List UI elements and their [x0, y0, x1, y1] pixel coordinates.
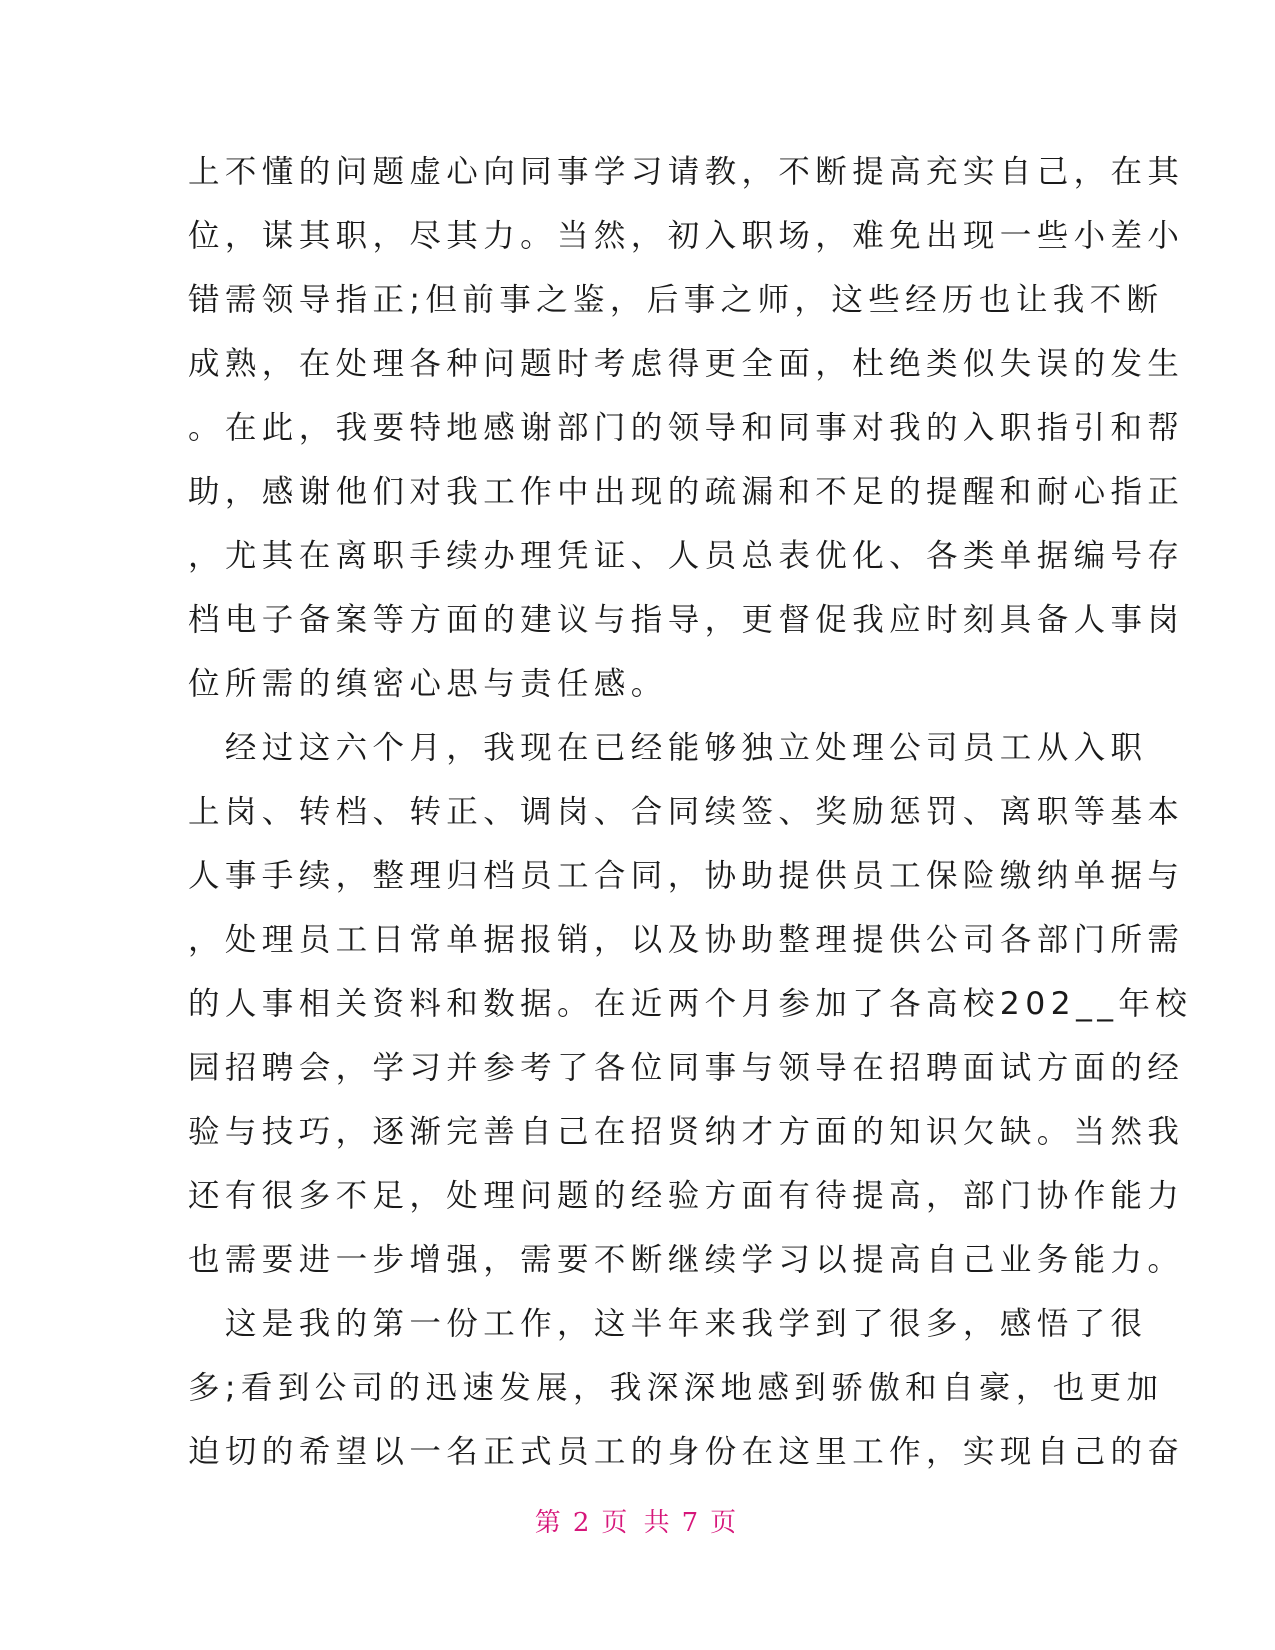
text-line: 错需领导指正;但前事之鉴，后事之师，这些经历也让我不断 — [188, 282, 1164, 318]
text-line: 的人事相关资料和数据。在近两个月参加了各高校202__年校 — [188, 986, 1193, 1022]
total-pages-number: 7 — [681, 1508, 703, 1538]
page-footer — [0, 1502, 1275, 1539]
text-line: 也需要进一步增强，需要不断继续学习以提高自己业务能力。 — [188, 1242, 1185, 1278]
text-line: 助，感谢他们对我工作中出现的疏漏和不足的提醒和耐心指正 — [188, 474, 1185, 510]
body-text — [188, 140, 1193, 1484]
text-line: 迫切的希望以一名正式员工的身份在这里工作，实现自己的奋 — [188, 1434, 1185, 1470]
text-line: 人事手续，整理归档员工合同，协助提供员工保险缴纳单据与 — [188, 858, 1185, 894]
current-page-number: 2 — [572, 1508, 594, 1538]
paragraph-start-line: 这是我的第一份工作，这半年来我学到了很多，感悟了很 — [188, 1306, 1148, 1342]
text-line: 上岗、转档、转正、调岗、合同续签、奖励惩罚、离职等基本 — [188, 794, 1185, 830]
text-line: 上不懂的问题虚心向同事学习请教，不断提高充实自己，在其 — [188, 154, 1185, 190]
text-line: 位所需的缜密心思与责任感。 — [188, 666, 668, 702]
text-line: 档电子备案等方面的建议与指导，更督促我应时刻具备人事岗 — [188, 602, 1185, 638]
text-line: 还有很多不足，处理问题的经验方面有待提高，部门协作能力 — [188, 1178, 1185, 1214]
paragraph-start-line: 经过这六个月，我现在已经能够独立处理公司员工从入职 — [188, 730, 1148, 766]
text-line: 成熟，在处理各种问题时考虑得更全面，杜绝类似失误的发生 — [188, 346, 1185, 382]
text-line: 验与技巧，逐渐完善自己在招贤纳才方面的知识欠缺。当然我 — [188, 1114, 1185, 1150]
footer-middle: 页 共 — [601, 1508, 674, 1538]
text-line: 园招聘会，学习并参考了各位同事与领导在招聘面试方面的经 — [188, 1050, 1185, 1086]
footer-suffix: 页 — [710, 1508, 741, 1538]
text-line: ，处理员工日常单据报销，以及协助整理提供公司各部门所需 — [188, 922, 1185, 958]
text-line: 。在此，我要特地感谢部门的领导和同事对我的入职指引和帮 — [188, 410, 1185, 446]
text-line: ，尤其在离职手续办理凭证、人员总表优化、各类单据编号存 — [188, 538, 1185, 574]
text-line: 多;看到公司的迅速发展，我深深地感到骄傲和自豪，也更加 — [188, 1370, 1164, 1406]
text-line: 位，谋其职，尽其力。当然，初入职场，难免出现一些小差小 — [188, 218, 1185, 254]
footer-prefix: 第 — [534, 1508, 565, 1538]
